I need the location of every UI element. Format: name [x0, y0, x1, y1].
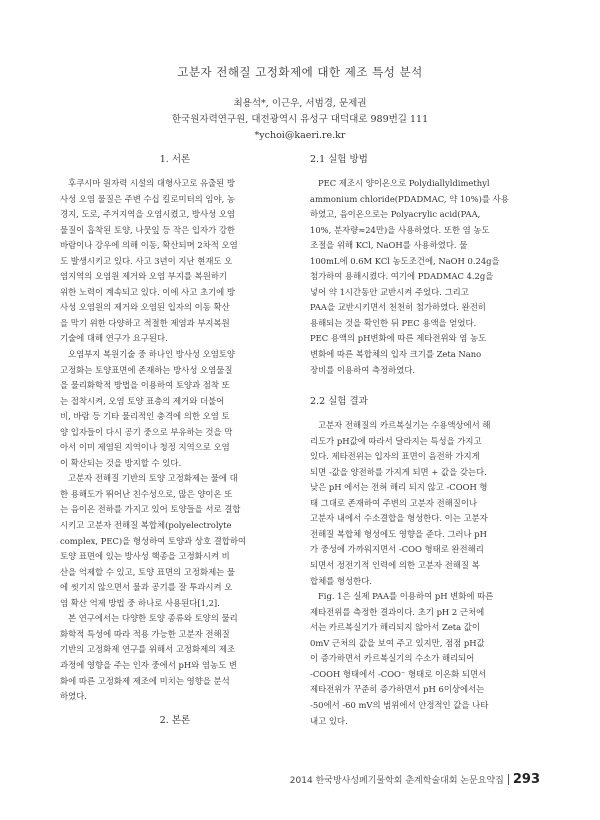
- text-line: 고분자 전해질 기반의 토양 고정화제는 물에 대: [68, 473, 238, 484]
- text-line: 조절을 위해 KCl, NaOH를 사용하였다. 물: [310, 240, 468, 251]
- text-line: 0mV 근처의 값을 보여 주고 있지만, 점점 pH값: [310, 637, 485, 648]
- text-line: 염지역의 오염원 제거와 오염 부지를 복원하기: [60, 271, 228, 282]
- text-line: 을 막기 위한 다양하고 적절한 제염과 부지복원: [60, 317, 230, 328]
- page-number: 293: [512, 772, 540, 787]
- text-line: 화학적 특성에 따라 적용 가능한 고분자 전해질: [60, 628, 230, 639]
- text-line: 넣어 약 1시간동안 교반시켜 주었다. 그리고: [310, 286, 469, 297]
- methods-body: [310, 176, 540, 378]
- section-heading-main: 2. 본론: [159, 715, 191, 726]
- text-line: 오염부지 복원기술 중 하나인 방사성 오염토양: [68, 349, 236, 360]
- text-line: 기반의 고정화제 연구를 위해서 고정화제의 제조: [60, 644, 236, 655]
- section-heading-introduction: 1. 서론: [159, 154, 191, 165]
- text-line: 되면 -값을 양전하를 가지게 되면 + 값을 갖는다.: [310, 466, 487, 477]
- text-line: -50에서 -60 mV의 범위에서 안정적인 값을 나타: [310, 699, 489, 710]
- text-line: 경지, 도로, 주거지역을 오염시켰고, 방사성 오염: [60, 209, 236, 220]
- text-line: 물질이 흡착된 토양, 나뭇잎 등 작은 입자가 강한: [60, 224, 236, 235]
- footer-separator: [508, 774, 509, 785]
- text-line: 을 물리화학적 방법을 이용하여 토양과 점착 또: [60, 380, 230, 391]
- text-line: 후쿠시마 원자력 시설의 대형사고로 유출된 방: [68, 178, 236, 188]
- text-line: 한 용해도가 뛰어난 친수성으로, 많은 양이온 또: [60, 488, 233, 499]
- text-line: 낮은 pH 에서는 전혀 해리 되지 않고 -COOH 형: [310, 482, 488, 493]
- text-line: 하였고, 음이온으로는 Polyacrylic acid(PAA,: [310, 209, 481, 220]
- text-line: 기술에 대해 연구가 요구된다.: [60, 333, 168, 344]
- text-line: 사성 오염원의 제거와 오염된 입자의 이동 확산: [60, 302, 230, 313]
- text-line: 태 그대로 존재하여 주변의 고분자 전해질이나: [310, 497, 478, 508]
- author-block: [0, 96, 600, 144]
- text-line: 는 음이온 전하를 가지고 있어 토양들을 서로 결합: [60, 504, 241, 515]
- text-line: 도 발생시키고 있다. 사고 3년이 지난 현재도 오: [60, 255, 233, 266]
- paper-title: 고분자 전해질 고정화제에 대한 제조 특성 분석: [177, 65, 423, 79]
- text-line: 내고 있다.: [310, 715, 348, 726]
- text-line: 에 씻기지 않으면서 물과 공기를 잘 투과시켜 오: [60, 582, 233, 593]
- text-line: Fig. 1은 실제 PAA를 이용하여 pH 변화에 따른: [318, 591, 494, 602]
- text-line: 양 입자들이 다시 공기 중으로 부유하는 것을 막: [60, 426, 233, 437]
- text-line: 리도가 pH값에 따라서 달라지는 특성을 가지고: [310, 435, 482, 446]
- text-line: 제타전위를 측정한 결과이다. 초기 pH 2 근처에: [310, 606, 485, 617]
- text-line: 장비를 이용하여 측정하였다.: [310, 364, 416, 375]
- text-line: -COOH 형태에서 -COO⁻ 형태로 이온화 되면서: [310, 668, 487, 679]
- section-heading-methods: 2.1 실험 방법: [310, 154, 368, 165]
- section-heading-results: 2.2 실험 결과: [310, 396, 368, 408]
- text-line: 합체를 형성한다.: [310, 575, 372, 586]
- text-line: 용해되는 것을 확인한 뒤 PEC 용액을 얻었다.: [310, 317, 477, 328]
- footer-text: 2014 한국방사성폐기물학회 춘계학술대회 논문요약집: [289, 776, 504, 786]
- text-line: 10%, 분자량≈24만)을 사용하였다. 또한 염 농도: [310, 224, 490, 235]
- text-line: 하였다.: [60, 691, 87, 702]
- text-line: 가 중성에 가까워지면서 -COO 형태로 완전해리: [310, 544, 484, 555]
- text-line: 서는 카르복실기가 해리되지 않아서 Zeta 값이: [310, 622, 480, 633]
- text-line: PEC 제조시 양이온으로 Polydiallyldimethyl: [318, 178, 490, 188]
- text-line: 고분자 내에서 수소결합을 형성한다. 이는 고분자: [310, 513, 488, 524]
- left-column: [60, 152, 290, 705]
- text-line: 는 접착시켜, 오염 토양 표층의 제거와 더불어: [60, 395, 225, 406]
- text-line: 위한 노력이 계속되고 있다. 이에 사고 초기에 방: [60, 286, 236, 297]
- text-line: 되면서 정전기적 인력에 의한 고분자 전해질 복: [310, 560, 480, 571]
- text-line: 있다. 제타전위는 입자의 표면이 음전하 가지게: [310, 451, 480, 462]
- text-line: 시키고 고분자 전해질 복합체(polyelectrolyte: [60, 520, 232, 531]
- text-line: complex, PEC)을 형성하여 토양과 상호 결합하여: [60, 535, 247, 546]
- affiliation: 한국원자력연구원, 대전광역시 유성구 대덕대로 989번길 111: [171, 114, 429, 125]
- text-line: 전해질 복합체 형성에도 영향을 준다. 그러나 pH: [310, 528, 487, 539]
- text-line: 첨가하여 용해시켰다. 여기에 PDADMAC 4.2g을: [310, 271, 494, 282]
- right-column: [310, 152, 540, 729]
- text-line: 산을 억제할 수 있고, 토양 표면의 고정화제는 물: [60, 566, 236, 577]
- introduction-body: [60, 176, 290, 705]
- text-line: 본 연구에서는 다양한 토양 종류와 토양의 물리: [68, 613, 238, 624]
- text-line: 바람이나 강우에 의해 이동, 확산되며 2차적 오염: [60, 240, 238, 251]
- text-line: 변화에 따른 복합체의 입자 크기를 Zeta Nano: [310, 349, 482, 360]
- text-line: 염 확산 억제 방법 중 하나로 사용된다[1,2].: [60, 597, 220, 608]
- text-line: 100mL에 0.6M KCl 농도조건에, NaOH 0.24g을: [310, 255, 500, 266]
- text-line: 과정에 영향을 주는 인자 중에서 pH와 염농도 변: [60, 659, 237, 670]
- text-line: ammonium chloride(PDADMAC, 약 10%)를 사용: [310, 193, 509, 204]
- text-line: 이 확산되는 것을 방지할 수 있다.: [60, 457, 182, 468]
- text-line: 화에 따른 고정화제 제조에 미치는 영향을 분석: [60, 675, 230, 686]
- text-line: 고분자 전해질의 카르복실기는 수용액상에서 해: [318, 420, 491, 431]
- text-line: 고정화는 토양표면에 존재하는 방사성 오염물질: [60, 364, 233, 375]
- text-line: 이 증가하면서 카르복실기의 수소가 해리되어: [310, 653, 475, 664]
- author-names: 최용석*, 이근우, 서범경, 문제권: [233, 98, 367, 109]
- text-line: 사성 오염 물질은 주변 수십 킬로미터의 임야, 농: [60, 193, 236, 204]
- results-body: [310, 418, 540, 729]
- text-line: 제타전위가 꾸준히 증가하면서 pH 6이상에서는: [310, 684, 485, 695]
- text-line: PAA을 교반시키면서 천천히 첨가하였다. 완전히: [310, 302, 486, 313]
- corresponding-email: *ychoi@kaeri.re.kr: [254, 130, 346, 141]
- page-footer: [290, 772, 540, 787]
- text-line: 비, 바람 등 기타 물리적인 충격에 의한 오염 토: [60, 411, 230, 422]
- text-line: 아서 이미 제염된 지역이나 청정 지역으로 오염: [60, 442, 230, 453]
- text-line: 토양 표면에 있는 방사성 핵종을 고정화시켜 비: [60, 551, 230, 562]
- text-line: PEC 용액의 pH변화에 따른 제타전위와 염 농도: [310, 333, 487, 344]
